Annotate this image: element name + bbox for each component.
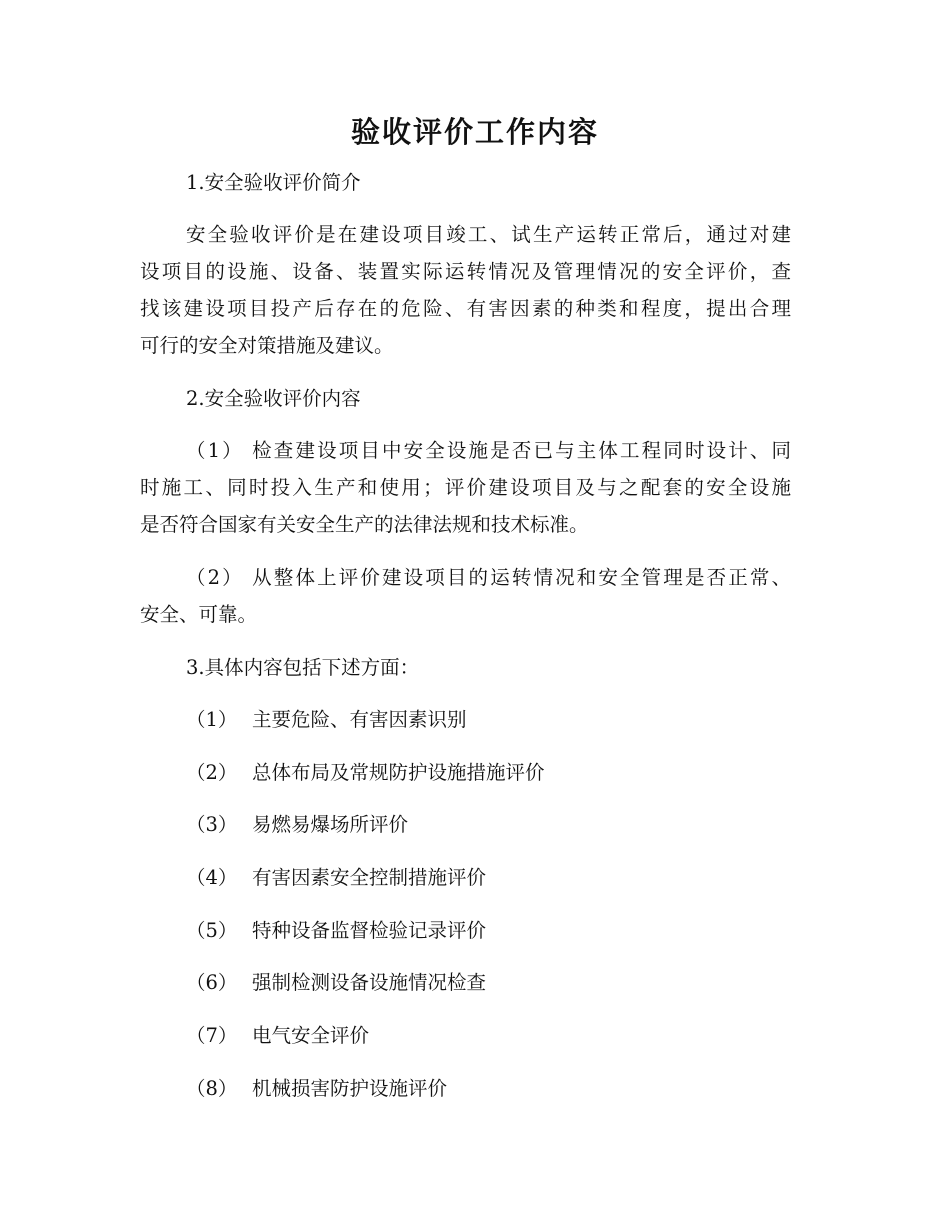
list-item [186,811,408,839]
section-2-paragraph-line: 安全、可靠。 [140,603,258,626]
list-item-text: 主要危险、有害因素识别 [252,708,467,731]
section-2-paragraph-line: （2） 从整体上评价建设项目的运转情况和安全管理是否正常、 [186,566,791,589]
list-item [186,1075,447,1103]
list-item-text: 有害因素安全控制措施评价 [252,866,487,889]
document-title: 验收评价工作内容 [350,115,599,149]
list-item-number: （8） [186,1077,238,1100]
list-item-number: （3） [186,813,238,836]
list-item-text: 机械损害防护设施评价 [252,1077,448,1100]
list-item-text: 特种设备监督检验记录评价 [252,919,487,942]
list-item-text: 电气安全评价 [252,1024,370,1047]
section-1-paragraph-line: 设项目的设施、设备、装置实际运转情况及管理情况的安全评价，查 [140,260,791,283]
list-item-number: （2） [186,761,238,784]
list-item-text: 强制检测设备设施情况检查 [252,971,487,994]
list-item [186,864,486,892]
list-item [186,706,467,734]
section-1-paragraph-line: 安全验收评价是在建设项目竣工、试生产运转正常后，通过对建 [186,223,791,246]
list-item [186,1022,369,1050]
list-item [186,969,486,997]
list-item [186,917,486,945]
section-1-paragraph-line: 找该建设项目投产后存在的危险、有害因素的种类和程度，提出合理 [140,297,791,320]
section-1-paragraph-line: 可行的安全对策措施及建议。 [140,334,394,357]
section-2-heading: 2.安全验收评价内容 [186,387,361,410]
section-1-heading: 1.安全验收评价简介 [186,171,361,194]
list-item [186,759,545,787]
list-item-text: 易燃易爆场所评价 [252,813,409,836]
list-item-number: （1） [186,708,238,731]
list-item-number: （5） [186,919,238,942]
list-item-number: （6） [186,971,238,994]
list-item-text: 总体布局及常规防护设施措施评价 [252,761,545,784]
list-item-number: （4） [186,866,238,889]
section-3-heading: 3.具体内容包括下述方面： [186,656,420,679]
section-2-paragraph-line: 时施工、同时投入生产和使用；评价建设项目及与之配套的安全设施 [140,476,791,499]
section-2-paragraph-line: 是否符合国家有关安全生产的法律法规和技术标准。 [140,513,589,536]
section-2-paragraph-line: （1） 检查建设项目中安全设施是否已与主体工程同时设计、同 [186,439,791,462]
list-item-number: （7） [186,1024,238,1047]
